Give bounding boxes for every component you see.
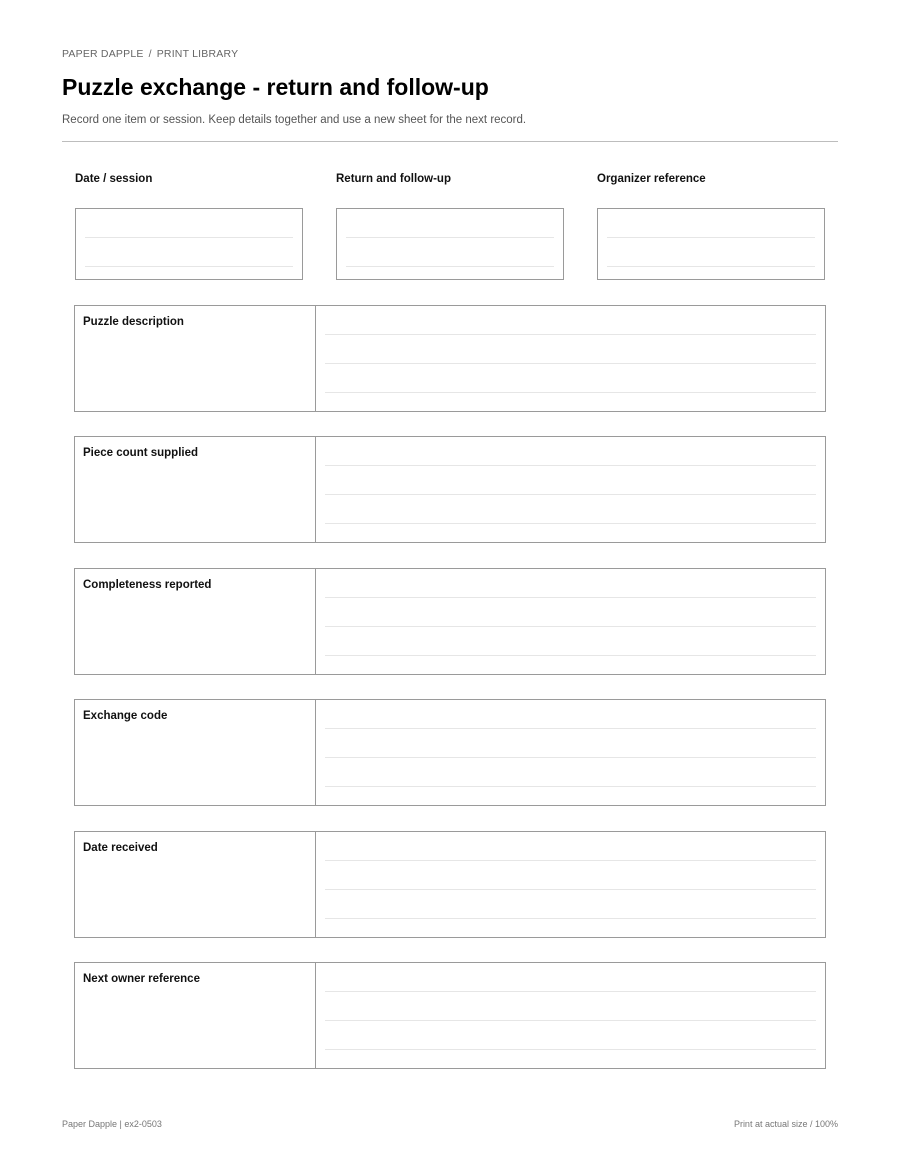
exchange-code-label-cell — [75, 700, 316, 805]
footer-document-id: Paper Dapple | ex2-0503 — [62, 1119, 162, 1129]
writing-line — [325, 757, 816, 758]
writing-line — [325, 1020, 816, 1021]
writing-line — [346, 237, 554, 238]
writing-line — [325, 655, 816, 656]
return-follow-up-input[interactable] — [336, 208, 564, 280]
piece-count-supplied-input[interactable] — [316, 437, 825, 542]
organizer-reference-input[interactable] — [597, 208, 825, 280]
breadcrumb — [62, 48, 238, 60]
writing-line — [325, 991, 816, 992]
date-session-label: Date / session — [75, 173, 153, 185]
writing-line — [325, 465, 816, 466]
completeness-reported-label: Completeness reported — [83, 579, 212, 591]
footer-print-note: Print at actual size / 100% — [733, 1119, 838, 1129]
page-instructions: Record one item or session. Keep details together and use a new sheet for the next record. — [62, 114, 527, 126]
writing-line — [325, 523, 816, 524]
breadcrumb-section: PRINT LIBRARY — [156, 48, 239, 60]
breadcrumb-separator: / — [148, 48, 152, 60]
puzzle-description-label: Puzzle description — [83, 316, 184, 328]
piece-count-supplied-section — [74, 436, 826, 543]
date-received-label-cell — [75, 832, 316, 937]
writing-line — [325, 626, 816, 627]
writing-line — [325, 860, 816, 861]
next-owner-reference-input[interactable] — [316, 963, 825, 1068]
completeness-reported-label-cell — [75, 569, 316, 674]
breadcrumb-brand: PAPER DAPPLE — [62, 48, 144, 60]
date-received-input[interactable] — [316, 832, 825, 937]
writing-line — [607, 266, 815, 267]
puzzle-description-section — [74, 305, 826, 412]
exchange-code-section — [74, 699, 826, 806]
return-follow-up-label: Return and follow-up — [336, 173, 451, 185]
writing-line — [325, 1049, 816, 1050]
writing-line — [325, 918, 816, 919]
organizer-reference-label: Organizer reference — [597, 173, 706, 185]
exchange-code-label: Exchange code — [83, 710, 168, 722]
writing-line — [607, 237, 815, 238]
piece-count-supplied-label: Piece count supplied — [83, 447, 199, 459]
next-owner-reference-section — [74, 962, 826, 1069]
writing-line — [325, 363, 816, 364]
date-received-section — [74, 831, 826, 938]
date-session-input[interactable] — [75, 208, 303, 280]
puzzle-description-label-cell — [75, 306, 316, 411]
writing-line — [85, 237, 293, 238]
writing-line — [325, 786, 816, 787]
writing-line — [325, 728, 816, 729]
exchange-code-input[interactable] — [316, 700, 825, 805]
header-divider — [62, 141, 838, 142]
page-title: Puzzle exchange - return and follow-up — [62, 74, 489, 100]
piece-count-supplied-label-cell — [75, 437, 316, 542]
writing-line — [325, 494, 816, 495]
writing-line — [325, 597, 816, 598]
puzzle-description-input[interactable] — [316, 306, 825, 411]
writing-line — [325, 334, 816, 335]
next-owner-reference-label-cell — [75, 963, 316, 1068]
next-owner-reference-label: Next owner reference — [83, 973, 200, 985]
writing-line — [325, 889, 816, 890]
completeness-reported-input[interactable] — [316, 569, 825, 674]
date-received-label: Date received — [83, 842, 158, 854]
writing-line — [85, 266, 293, 267]
writing-line — [346, 266, 554, 267]
completeness-reported-section — [74, 568, 826, 675]
writing-line — [325, 392, 816, 393]
